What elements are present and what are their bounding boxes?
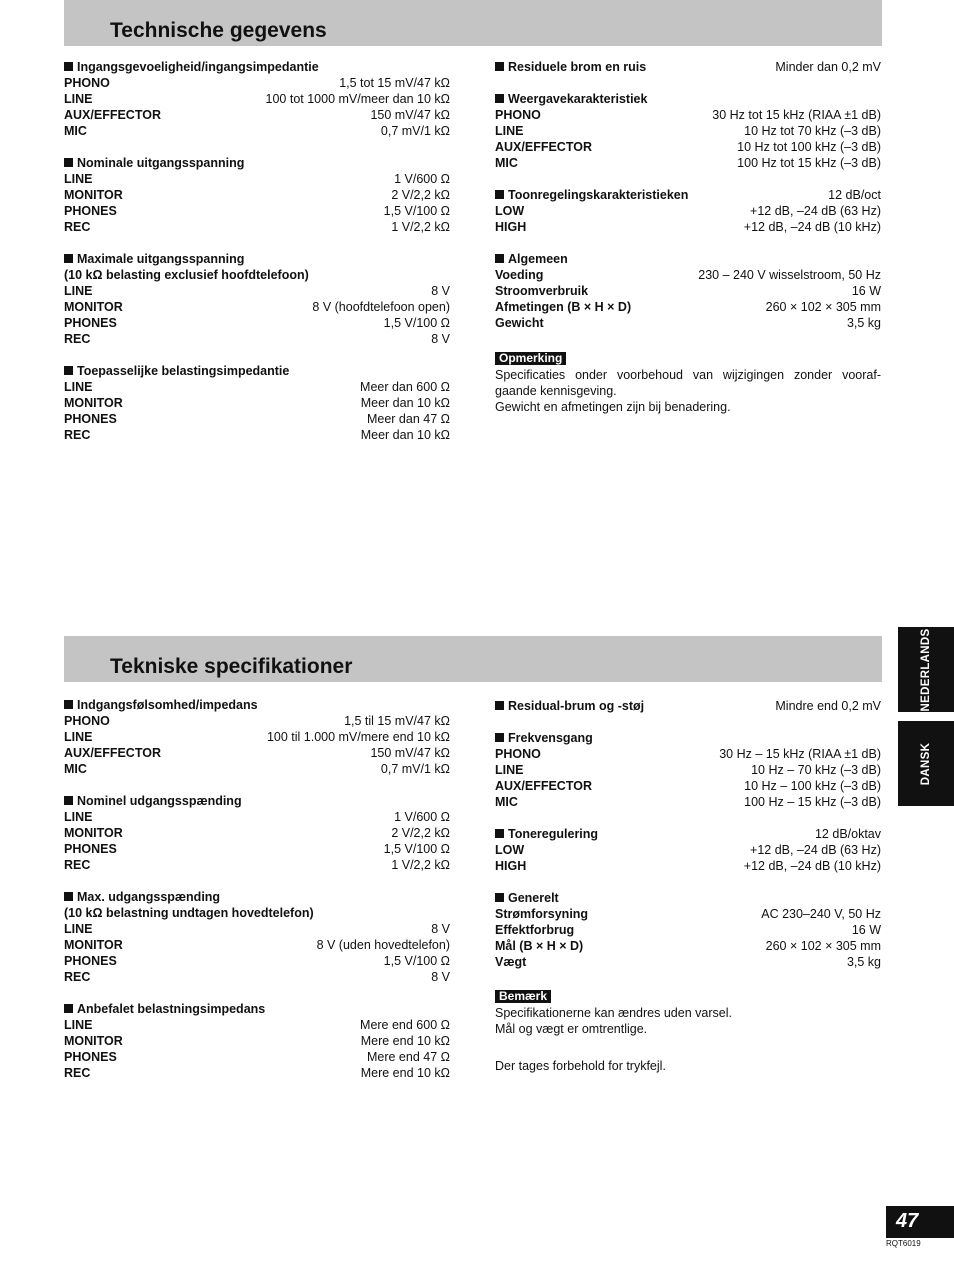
spec-row: HIGH +12 dB, –24 dB (10 kHz)	[495, 859, 881, 873]
spec-row: PHONO 1,5 tot 15 mV/47 kΩ	[64, 76, 450, 90]
bullet-square-icon	[64, 62, 73, 71]
language-tab-dansk: DANSK	[898, 721, 954, 806]
spec-heading: Weergavekarakteristiek	[495, 91, 881, 107]
section-banner-nl	[64, 0, 882, 46]
spec-heading: Toneregulering 12 dB/oktav	[495, 826, 881, 842]
spec-row: PHONES 1,5 V/100 Ω	[64, 316, 450, 330]
spec-row: LINE 1 V/600 Ω	[64, 172, 450, 186]
spec-row: LINE 8 V	[64, 284, 450, 298]
spec-row: PHONO 30 Hz tot 15 kHz (RIAA ±1 dB)	[495, 108, 881, 122]
bullet-square-icon	[495, 94, 504, 103]
spec-row: REC 1 V/2,2 kΩ	[64, 220, 450, 234]
note-text: Specifikationerne kan ændres uden varsel. Mål og vægt er omtrentlige.	[495, 1006, 732, 1036]
spec-heading: Generelt	[495, 890, 881, 906]
note-label: Bemærk	[495, 990, 551, 1003]
spec-row: Mål (B × H × D) 260 × 102 × 305 mm	[495, 939, 881, 953]
nl-left-column	[64, 59, 450, 443]
spec-row: LINE 100 tot 1000 mV/meer dan 10 kΩ	[64, 92, 450, 106]
spec-row: REC 8 V	[64, 970, 450, 984]
note-text: Specificaties onder voorbehoud van wijzigingen zonder vooraf-gaande kennisgeving. Gewicht en afmetingen zijn bij benadering.	[495, 368, 881, 414]
spec-row: PHONES Mere end 47 Ω	[64, 1050, 450, 1064]
note-label: Opmerking	[495, 352, 566, 365]
spec-row: MIC 100 Hz – 15 kHz (–3 dB)	[495, 795, 881, 809]
spec-row: Afmetingen (B × H × D) 260 × 102 × 305 mm	[495, 300, 881, 314]
spec-subheading: (10 kΩ belastning undtagen hovedtelefon)	[64, 906, 314, 920]
page-title-da: Tekniske specifikationer	[110, 655, 353, 678]
spec-row: Effektforbrug 16 W	[495, 923, 881, 937]
spec-row: LINE 100 til 1.000 mV/mere end 10 kΩ	[64, 730, 450, 744]
spec-row: PHONES 1,5 V/100 Ω	[64, 842, 450, 856]
spec-heading: Toepasselijke belastingsimpedantie	[64, 363, 450, 379]
nl-right-column	[495, 59, 881, 415]
spec-row: LOW +12 dB, –24 dB (63 Hz)	[495, 843, 881, 857]
spec-row: PHONES 1,5 V/100 Ω	[64, 954, 450, 968]
spec-row: LINE 10 Hz tot 70 kHz (–3 dB)	[495, 124, 881, 138]
language-tab-nederlands: NEDERLANDS	[898, 627, 954, 712]
da-right-column	[495, 698, 881, 1074]
spec-row: PHONES 1,5 V/100 Ω	[64, 204, 450, 218]
spec-row: LINE Meer dan 600 Ω	[64, 380, 450, 394]
spec-row: MONITOR Mere end 10 kΩ	[64, 1034, 450, 1048]
spec-row: LOW +12 dB, –24 dB (63 Hz)	[495, 204, 881, 218]
spec-row: MIC 0,7 mV/1 kΩ	[64, 124, 450, 138]
bullet-square-icon	[495, 893, 504, 902]
spec-row: AUX/EFFECTOR 10 Hz – 100 kHz (–3 dB)	[495, 779, 881, 793]
bullet-square-icon	[495, 190, 504, 199]
spec-row: MIC 0,7 mV/1 kΩ	[64, 762, 450, 776]
spec-row: REC 8 V	[64, 332, 450, 346]
spec-heading: Residual-brum og -støj Mindre end 0,2 mV	[495, 698, 881, 714]
spec-heading: Nominel udgangsspænding	[64, 793, 450, 809]
bullet-square-icon	[64, 254, 73, 263]
spec-row: LINE Mere end 600 Ω	[64, 1018, 450, 1032]
spec-heading: Maximale uitgangsspanning	[64, 251, 450, 267]
spec-heading: Residuele brom en ruis Minder dan 0,2 mV	[495, 59, 881, 75]
spec-row: Vægt 3,5 kg	[495, 955, 881, 969]
spec-row: REC 1 V/2,2 kΩ	[64, 858, 450, 872]
spec-heading: Frekvensgang	[495, 730, 881, 746]
bullet-square-icon	[495, 701, 504, 710]
da-left-column	[64, 697, 450, 1081]
spec-row: AUX/EFFECTOR 10 Hz tot 100 kHz (–3 dB)	[495, 140, 881, 154]
page-title-nl: Technische gegevens	[110, 19, 327, 42]
bullet-square-icon	[64, 892, 73, 901]
bullet-square-icon	[64, 700, 73, 709]
spec-row: MONITOR Meer dan 10 kΩ	[64, 396, 450, 410]
spec-row: MONITOR 8 V (hoofdtelefoon open)	[64, 300, 450, 314]
spec-row: LINE 10 Hz – 70 kHz (–3 dB)	[495, 763, 881, 777]
bullet-square-icon	[64, 158, 73, 167]
spec-row: PHONO 1,5 til 15 mV/47 kΩ	[64, 714, 450, 728]
spec-row: Stroomverbruik 16 W	[495, 284, 881, 298]
spec-heading: Max. udgangsspænding	[64, 889, 450, 905]
spec-heading: Toonregelingskarakteristieken 12 dB/oct	[495, 187, 881, 203]
bullet-square-icon	[64, 1004, 73, 1013]
spec-heading: Ingangsgevoeligheid/ingangsimpedantie	[64, 59, 450, 75]
spec-row: MONITOR 2 V/2,2 kΩ	[64, 826, 450, 840]
spec-row: Gewicht 3,5 kg	[495, 316, 881, 330]
spec-row: LINE 8 V	[64, 922, 450, 936]
bullet-square-icon	[495, 829, 504, 838]
spec-subheading: (10 kΩ belasting exclusief hoofdtelefoon)	[64, 268, 309, 282]
spec-row: REC Mere end 10 kΩ	[64, 1066, 450, 1080]
spec-row: LINE 1 V/600 Ω	[64, 810, 450, 824]
bullet-square-icon	[495, 733, 504, 742]
spec-row: AUX/EFFECTOR 150 mV/47 kΩ	[64, 108, 450, 122]
page-number: 47	[886, 1206, 954, 1238]
disclaimer-text: Der tages forbehold for trykfejl.	[495, 1059, 666, 1073]
spec-row: AUX/EFFECTOR 150 mV/47 kΩ	[64, 746, 450, 760]
bullet-square-icon	[64, 796, 73, 805]
spec-row: REC Meer dan 10 kΩ	[64, 428, 450, 442]
spec-row: MONITOR 8 V (uden hovedtelefon)	[64, 938, 450, 952]
section-banner-da	[64, 636, 882, 682]
bullet-square-icon	[495, 254, 504, 263]
spec-heading: Algemeen	[495, 251, 881, 267]
spec-row: Strømforsyning AC 230–240 V, 50 Hz	[495, 907, 881, 921]
bullet-square-icon	[64, 366, 73, 375]
bullet-square-icon	[495, 62, 504, 71]
document-code: RQT6019	[886, 1239, 921, 1248]
spec-row: PHONO 30 Hz – 15 kHz (RIAA ±1 dB)	[495, 747, 881, 761]
spec-row: MIC 100 Hz tot 15 kHz (–3 dB)	[495, 156, 881, 170]
spec-heading: Nominale uitgangsspanning	[64, 155, 450, 171]
spec-heading: Anbefalet belastningsimpedans	[64, 1001, 450, 1017]
spec-row: PHONES Meer dan 47 Ω	[64, 412, 450, 426]
spec-heading: Indgangsfølsomhed/impedans	[64, 697, 450, 713]
spec-row: MONITOR 2 V/2,2 kΩ	[64, 188, 450, 202]
spec-row: HIGH +12 dB, –24 dB (10 kHz)	[495, 220, 881, 234]
spec-row: Voeding 230 – 240 V wisselstroom, 50 Hz	[495, 268, 881, 282]
